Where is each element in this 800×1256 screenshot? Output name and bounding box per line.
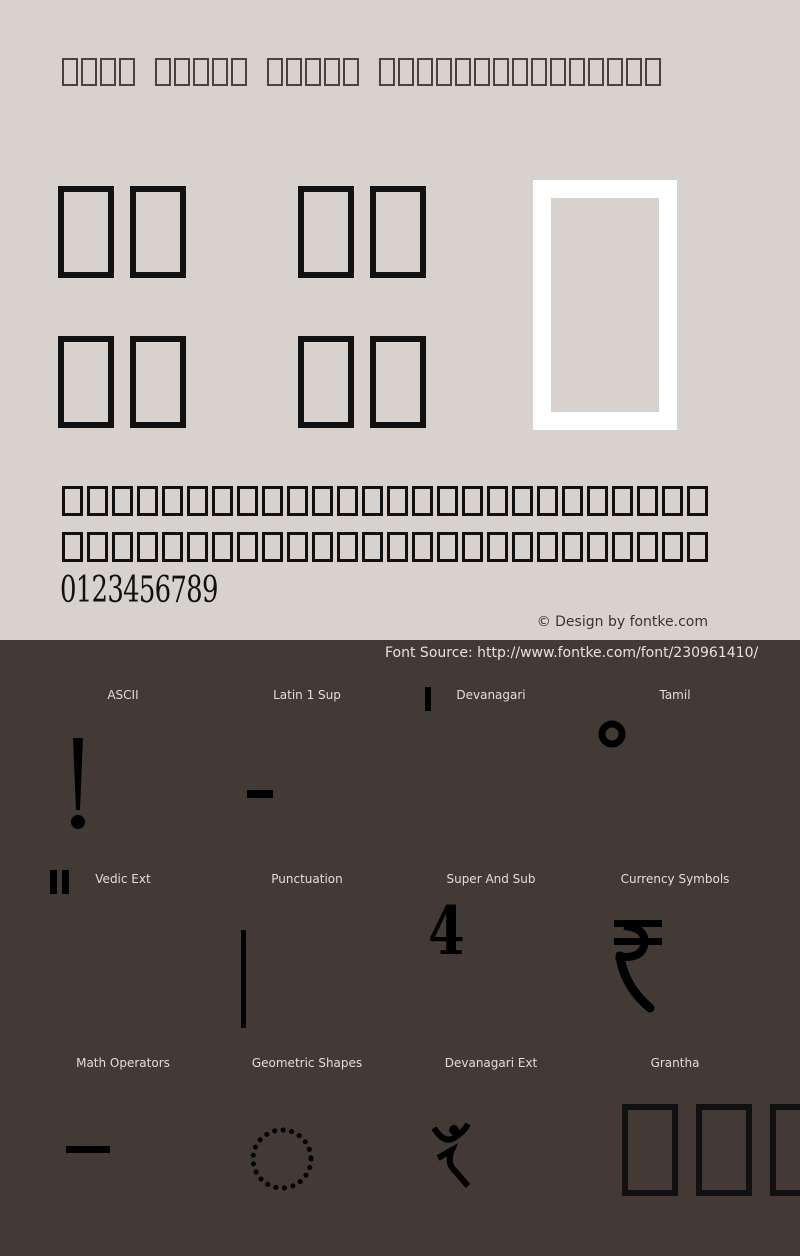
large-tofu-glyph — [298, 336, 354, 428]
tofu-glyph — [437, 486, 458, 516]
tofu-glyph — [112, 486, 133, 516]
tofu-glyph — [645, 58, 661, 86]
exclamation-glyph — [64, 736, 94, 832]
tofu-glyph — [562, 486, 583, 516]
tofu-glyph — [305, 58, 321, 86]
tofu-glyph — [100, 58, 116, 86]
tofu-glyph — [174, 58, 190, 86]
tofu-glyph — [412, 532, 433, 562]
devanagari-ext-glyph — [430, 1122, 476, 1192]
large-tofu-glyph — [370, 336, 426, 428]
tofu-glyph — [455, 58, 471, 86]
tofu-glyph — [412, 486, 433, 516]
tofu-glyph — [343, 58, 359, 86]
tofu-glyph — [187, 486, 208, 516]
tofu-glyph — [262, 486, 283, 516]
tofu-glyph — [87, 486, 108, 516]
tofu-glyph — [437, 532, 458, 562]
tofu-glyph — [587, 486, 608, 516]
tofu-glyph — [287, 532, 308, 562]
large-tofu-glyph — [298, 186, 354, 278]
tofu-glyph — [312, 486, 333, 516]
tofu-glyph — [537, 486, 558, 516]
tofu-glyph — [187, 532, 208, 562]
tofu-glyph — [626, 58, 642, 86]
tofu-glyph — [62, 58, 78, 86]
cell-label-currency: Currency Symbols — [620, 872, 730, 886]
cell-label-math: Math Operators — [76, 1056, 170, 1070]
tofu-glyph — [587, 532, 608, 562]
cell-label-latin1: Latin 1 Sup — [273, 688, 341, 702]
double-danda-glyph — [50, 870, 57, 894]
tofu-glyph — [436, 58, 452, 86]
large-tofu-glyph — [370, 186, 426, 278]
tofu-glyph — [262, 532, 283, 562]
tofu-glyph — [474, 58, 490, 86]
tofu-glyph — [512, 58, 528, 86]
tofu-glyph — [662, 532, 683, 562]
tofu-glyph — [637, 532, 658, 562]
tofu-glyph — [462, 486, 483, 516]
cell-label-vedic: Vedic Ext — [95, 872, 151, 886]
tofu-glyph — [662, 486, 683, 516]
tofu-glyph — [112, 532, 133, 562]
tofu-glyph — [62, 486, 83, 516]
cell-label-super-sub: Super And Sub — [446, 872, 536, 886]
dotted-circle-glyph — [248, 1126, 316, 1194]
tofu-glyph — [286, 58, 302, 86]
tofu-glyph — [588, 58, 604, 86]
tofu-glyph — [137, 486, 158, 516]
large-tofu-glyph — [58, 186, 114, 278]
tofu-glyph — [137, 532, 158, 562]
danda-glyph — [425, 687, 431, 711]
cell-label-punctuation: Punctuation — [271, 872, 343, 886]
tofu-glyph — [193, 58, 209, 86]
tofu-glyph — [362, 532, 383, 562]
tofu-glyph — [550, 58, 566, 86]
cell-label-tamil: Tamil — [659, 688, 691, 702]
tofu-glyph — [687, 486, 708, 516]
cell-label-geometric: Geometric Shapes — [251, 1056, 363, 1070]
tofu-glyph — [537, 532, 558, 562]
tofu-glyph — [212, 486, 233, 516]
tofu-glyph — [417, 58, 433, 86]
tofu-glyph — [379, 58, 395, 86]
tofu-glyph — [87, 532, 108, 562]
cell-label-ascii: ASCII — [107, 688, 139, 702]
tofu-glyph — [387, 532, 408, 562]
tofu-glyph — [569, 58, 585, 86]
tofu-glyph — [487, 532, 508, 562]
tofu-glyph — [512, 486, 533, 516]
tofu-glyph — [337, 532, 358, 562]
tofu-glyph — [362, 486, 383, 516]
tofu-glyph — [212, 58, 228, 86]
hyphen-glyph — [247, 790, 273, 798]
tofu-glyph — [212, 532, 233, 562]
tofu-glyph — [607, 58, 623, 86]
cell-label-devanagari: Devanagari — [456, 688, 526, 702]
double-danda-glyph — [62, 870, 69, 894]
tofu-glyph — [562, 532, 583, 562]
grantha-tofu-glyph — [770, 1104, 800, 1196]
tofu-glyph — [312, 532, 333, 562]
tofu-glyph — [487, 486, 508, 516]
tofu-glyph — [398, 58, 414, 86]
tofu-glyph — [162, 532, 183, 562]
tofu-glyph — [267, 58, 283, 86]
tofu-glyph — [687, 532, 708, 562]
large-tofu-glyph — [130, 186, 186, 278]
font-source-link[interactable]: Font Source: http://www.fontke.com/font/230961410/ — [385, 645, 759, 661]
large-tofu-glyph — [58, 336, 114, 428]
tofu-glyph — [337, 486, 358, 516]
tofu-glyph — [512, 532, 533, 562]
sample-text-row — [62, 532, 708, 562]
tofu-glyph — [237, 532, 258, 562]
tofu-glyph — [387, 486, 408, 516]
minus-glyph — [66, 1146, 110, 1153]
digits-sample: 0123456789 — [60, 570, 218, 611]
rupee-glyph — [610, 916, 670, 1016]
tofu-glyph — [612, 532, 633, 562]
tofu-glyph — [231, 58, 247, 86]
tofu-glyph — [237, 486, 258, 516]
large-white-tofu-glyph — [533, 180, 677, 430]
vertical-bar-glyph — [241, 930, 246, 1028]
tofu-glyph — [62, 532, 83, 562]
tofu-glyph — [162, 486, 183, 516]
superscript-four-glyph: 4 — [428, 892, 465, 970]
grantha-tofu-glyph — [622, 1104, 678, 1196]
large-tofu-glyph — [130, 336, 186, 428]
design-credit: © Design by fontke.com — [536, 614, 708, 630]
tofu-glyph — [155, 58, 171, 86]
tofu-glyph — [462, 532, 483, 562]
tamil-dot-glyph — [597, 720, 627, 750]
tofu-glyph — [119, 58, 135, 86]
tofu-glyph — [81, 58, 97, 86]
sample-text-row — [62, 486, 708, 516]
font-name-row — [62, 58, 661, 86]
tofu-glyph — [287, 486, 308, 516]
cell-label-devanagari-ext: Devanagari Ext — [444, 1056, 538, 1070]
tofu-glyph — [612, 486, 633, 516]
cell-label-grantha: Grantha — [650, 1056, 700, 1070]
tofu-glyph — [637, 486, 658, 516]
tofu-glyph — [493, 58, 509, 86]
tofu-glyph — [324, 58, 340, 86]
tofu-glyph — [531, 58, 547, 86]
grantha-tofu-glyph — [696, 1104, 752, 1196]
